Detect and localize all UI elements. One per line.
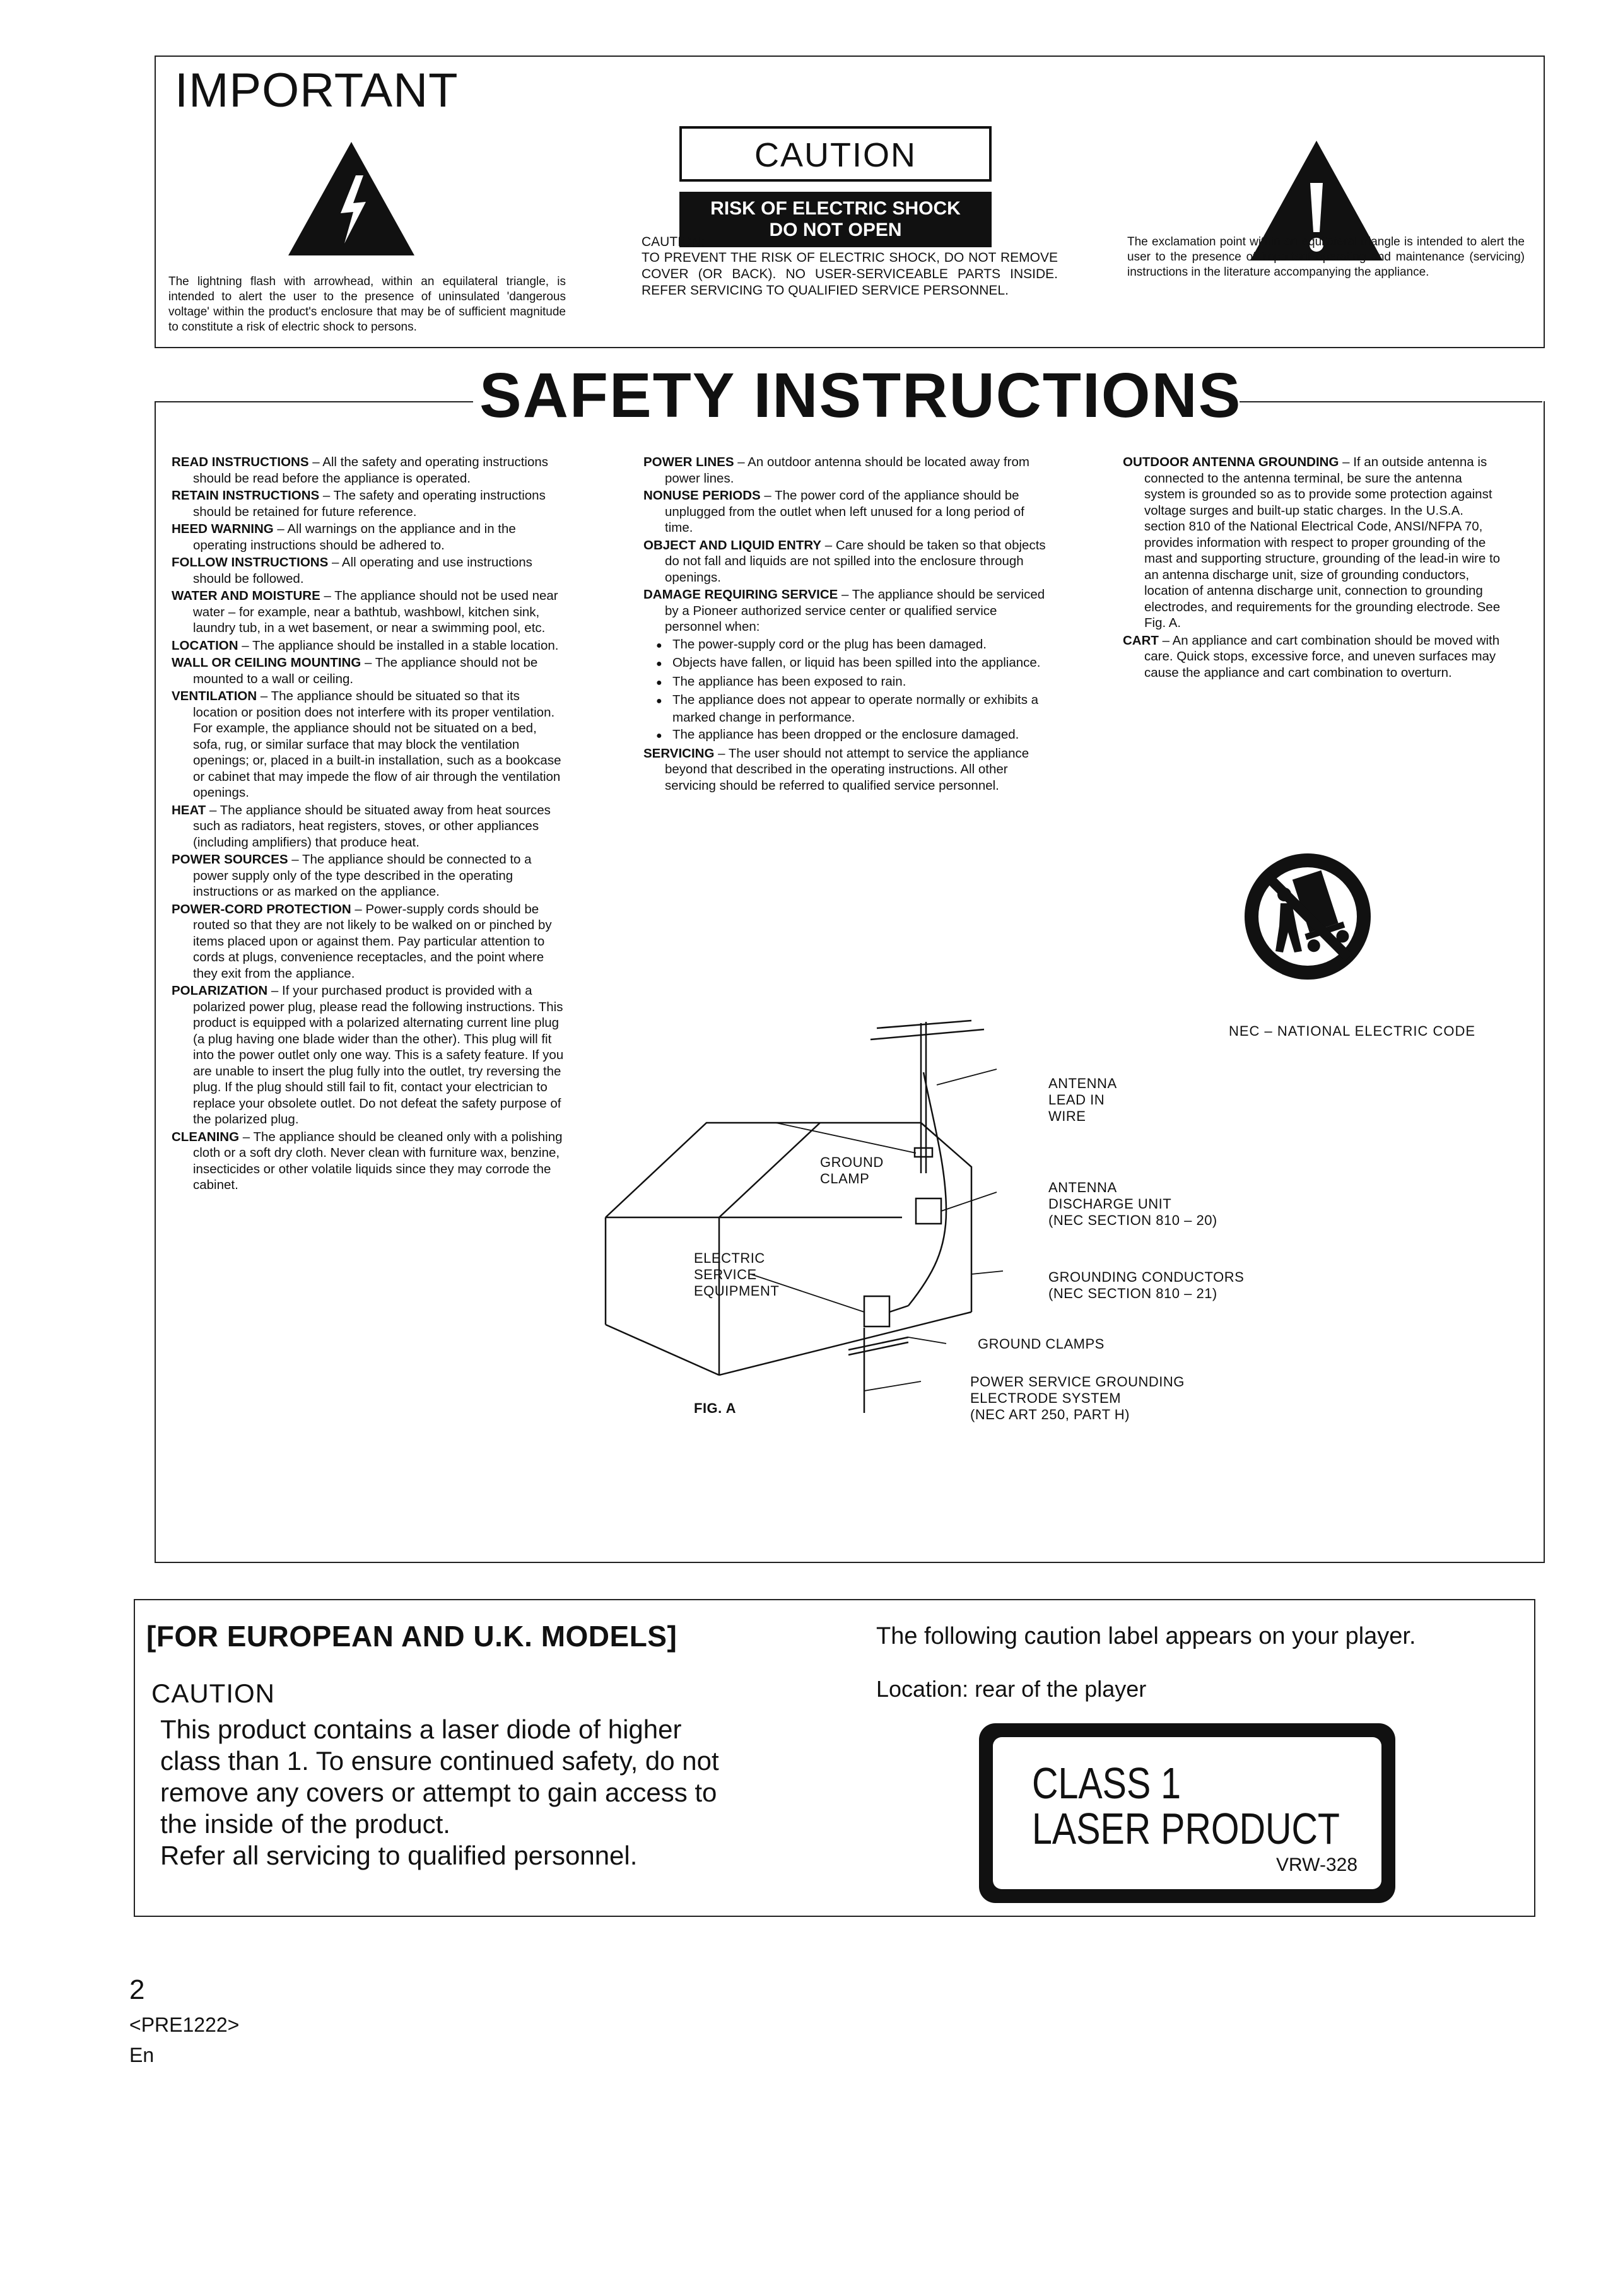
- safety-col1-term: POWER SOURCES: [172, 852, 288, 867]
- label-electric-service: [694, 1250, 779, 1299]
- safety-col3-item: [1123, 633, 1503, 681]
- safety-col1-text: – All warnings on the appliance and in the operating instructions should be adhered to.: [193, 522, 516, 553]
- safety-col3-text: – If an outside antenna is connected to the antenna terminal, be sure the antenna system is grounded so as to provide some protection against voltage surges and built-up static charges. In the U.S.A. section 810 of the National Electrical Code, ANSI/NFPA 70, provides information with respect to proper grounding of the mast and supporting structure, grounding of the lead-in wire to an antenna discharge unit, size of grounding conductors, location of antenna discharge unit, connection to grounding electrodes, and requirements for the grounding electrode. See Fig. A.: [1144, 455, 1501, 630]
- safety-col1-item: [172, 852, 564, 900]
- safety-col2-term: OBJECT AND LIQUID ENTRY: [643, 537, 822, 553]
- safety-col1-item: [172, 983, 564, 1128]
- safety-col1-term: CLEANING: [172, 1129, 240, 1144]
- safety-col1-item: [172, 521, 564, 553]
- safety-col1-term: FOLLOW INSTRUCTIONS: [172, 555, 329, 570]
- safety-col1-term: POWER-CORD PROTECTION: [172, 901, 351, 917]
- safety-col2-text: – The power cord of the appliance should be unplugged from the outlet when left unused for a long period of time.: [665, 488, 1024, 535]
- european-models-heading: [FOR EUROPEAN AND U.K. MODELS]: [146, 1620, 677, 1653]
- discharge-line-1: ANTENNA: [1048, 1180, 1117, 1195]
- safety-col1-item: [172, 554, 564, 587]
- nec-note: NEC – NATIONAL ELECTRIC CODE: [1229, 1023, 1476, 1039]
- antenna-lead-line-1: ANTENNA: [1048, 1075, 1117, 1091]
- damage-bullet-item: ● Objects have fallen, or liquid has been spilled into the appliance.: [643, 655, 1048, 672]
- safety-col1-text: – The appliance should be cleaned only with a polishing cloth or a soft dry cloth. Never clean with furniture wax, benzine, insecticides or other volatile liquids since they may corrode the cabinet.: [193, 1129, 563, 1192]
- safety-title: SAFETY INSTRUCTIONS: [479, 360, 1242, 431]
- safety-col1-item: [172, 655, 564, 687]
- safety-col3-term: OUTDOOR ANTENNA GROUNDING: [1123, 455, 1339, 469]
- safety-col1-term: HEED WARNING: [172, 522, 274, 536]
- label-grounding-conductors: [1048, 1269, 1244, 1302]
- safety-col2-item: [643, 587, 1048, 635]
- safety-col1-text: – The appliance should not be used near water – for example, near a bathtub, washbowl, kitchen sink, laundry tub, in a wet basement, or near a swimming pool, etc.: [193, 589, 558, 635]
- important-title: IMPORTANT: [175, 64, 459, 117]
- caution-label-title: CAUTION: [679, 126, 992, 182]
- safety-col1-item: [172, 901, 564, 982]
- damage-bullet-item: ● The power-supply cord or the plug has been damaged.: [643, 636, 1048, 654]
- antenna-lead-line-3: WIRE: [1048, 1108, 1086, 1124]
- electric-shock-warning-icon: [285, 139, 418, 259]
- safety-col1-term: POLARIZATION: [172, 983, 268, 998]
- safety-col3-term: CART: [1123, 633, 1159, 648]
- safety-col1-text: – The appliance should be installed in a stable location.: [238, 638, 559, 653]
- safety-col3-text: – An appliance and cart combination should be moved with care. Quick stops, excessive force, and uneven surfaces may cause the appliance and cart combination to overturn.: [1144, 633, 1500, 680]
- electric-service-line-2: SERVICE: [694, 1267, 757, 1282]
- power-service-line-2: ELECTRODE SYSTEM: [970, 1390, 1122, 1406]
- safety-col1-text: – The appliance should not be mounted to a wall or ceiling.: [193, 655, 538, 686]
- label-power-service: [970, 1374, 1185, 1423]
- exclamation-symbol-explanation: The exclamation point within an equilateral triangle is intended to alert the user to the presence of important operating and maintenance (servicing) instructions in the literature accompanying the appliance.: [1127, 235, 1525, 279]
- lightning-symbol-explanation: The lightning flash with arrowhead, within an equilateral triangle, is intended to alert the user to the presence of uninsulated 'dangerous voltage' within the product's enclosure that may be of sufficient magnitude to constitute a risk of electric shock to persons.: [168, 275, 566, 334]
- safety-col1-item: [172, 802, 564, 851]
- safety-col1-term: VENTILATION: [172, 689, 257, 703]
- safety-column-1: [172, 454, 564, 1195]
- important-box: [155, 56, 1545, 348]
- class1-line-2: LASER PRODUCT: [1032, 1804, 1340, 1853]
- grounding-conductors-line-1: GROUNDING CONDUCTORS: [1048, 1269, 1245, 1285]
- laser-caution-line-3: remove any covers or attempt to gain access to: [160, 1778, 717, 1807]
- class1-laser-label: [979, 1723, 1395, 1903]
- laser-caution-line-1: This product contains a laser diode of higher: [160, 1714, 682, 1744]
- safety-col2-item: [643, 454, 1048, 486]
- grounding-conductors-line-2: (NEC SECTION 810 – 21): [1048, 1286, 1217, 1301]
- safety-col2-item: [643, 746, 1048, 794]
- safety-col2-term: POWER LINES: [643, 455, 734, 469]
- european-models-box: [134, 1599, 1535, 1917]
- safety-col1-text: – The safety and operating instructions should be retained for future reference.: [193, 488, 546, 519]
- label-ground-clamps: GROUND CLAMPS: [978, 1336, 1105, 1352]
- safety-col2-item: [643, 488, 1048, 536]
- safety-col1-item: [172, 488, 564, 520]
- safety-col2-term: DAMAGE REQUIRING SERVICE: [643, 587, 838, 602]
- safety-col1-text: – Power-supply cords should be routed so that they are not likely to be walked on or pinched by items placed upon or against them. Pay particular attention to cords at plugs, convenience receptacles, and the point where they exit from the appliance.: [193, 901, 552, 981]
- safety-col2-text: – The appliance should be serviced by a Pioneer authorized service center or qualified service personnel when:: [665, 587, 1045, 634]
- european-caution-text: [160, 1714, 719, 1871]
- center-caution-text: TO PREVENT THE RISK OF ELECTRIC SHOCK, DO NOT REMOVE COVER (OR BACK). NO USER-SERVICEABLE PARTS INSIDE. REFER SERVICING TO QUALIFIED SERVICE PERSONNEL.: [642, 250, 1058, 298]
- laser-caution-line-4: the inside of the product.: [160, 1809, 450, 1839]
- label-appears-note: The following caution label appears on your player.: [876, 1623, 1416, 1649]
- safety-col1-term: WATER AND MOISTURE: [172, 589, 320, 603]
- safety-col1-item: [172, 588, 564, 636]
- safety-col2-text: – The user should not attempt to service the appliance beyond that described in the operating instructions. All other servicing should be referred to qualified service personnel.: [665, 746, 1029, 793]
- label-discharge-unit: [1048, 1180, 1217, 1229]
- safety-col1-item: [172, 688, 564, 801]
- risk-line-2: DO NOT OPEN: [769, 220, 902, 240]
- antenna-lead-line-2: LEAD IN: [1048, 1092, 1105, 1108]
- safety-col1-term: RETAIN INSTRUCTIONS: [172, 488, 320, 503]
- page-number: 2: [129, 1974, 145, 2005]
- safety-col2-term: NONUSE PERIODS: [643, 488, 761, 503]
- safety-column-2: [643, 454, 1048, 795]
- safety-col2-text: – Care should be taken so that objects do not fall and liquids are not spilled into the enclosure through openings.: [665, 537, 1046, 585]
- label-location-note: Location: rear of the player: [876, 1676, 1147, 1702]
- safety-col1-text: – If your purchased product is provided with a polarized power plug, please read the following instructions. This product is equipped with a polarized alternating current line plug (a plug having one blade wider than the other). This plug will fit into the power outlet only one way. This is a safety feature. If you are unable to insert the plug fully into the outlet, try reversing the plug. If the plug should still fail to fit, contact your electrician to replace your obsolete outlet. Do not defeat the safety purpose of the polarized plug.: [193, 983, 564, 1127]
- power-service-line-1: POWER SERVICE GROUNDING: [970, 1374, 1185, 1390]
- class1-label-code: VRW-328: [1276, 1854, 1357, 1875]
- antenna-grounding-diagram: [593, 1009, 1072, 1413]
- figure-a-label: FIG. A: [694, 1400, 736, 1416]
- european-caution-heading: CAUTION: [151, 1678, 275, 1708]
- center-caution-heading: CAUTION:: [642, 235, 705, 249]
- safety-column-3: [1123, 454, 1503, 682]
- label-ground-clamp: [820, 1154, 884, 1187]
- risk-line-1: RISK OF ELECTRIC SHOCK: [710, 198, 961, 219]
- safety-col3-item: [1123, 454, 1503, 631]
- electric-service-line-3: EQUIPMENT: [694, 1283, 780, 1299]
- laser-caution-line-2: class than 1. To ensure continued safety, do not: [160, 1746, 719, 1776]
- discharge-line-2: DISCHARGE UNIT: [1048, 1196, 1172, 1212]
- safety-col1-item: [172, 454, 564, 486]
- electric-service-line-1: ELECTRIC: [694, 1250, 765, 1266]
- language-code: En: [129, 2044, 155, 2066]
- safety-col1-text: – All operating and use instructions should be followed.: [193, 555, 532, 586]
- discharge-line-3: (NEC SECTION 810 – 20): [1048, 1212, 1217, 1228]
- damage-bullet-item: ● The appliance has been dropped or the enclosure damaged.: [643, 727, 1048, 744]
- power-service-line-3: (NEC ART 250, PART H): [970, 1407, 1130, 1422]
- label-antenna-lead-in: [1048, 1075, 1117, 1125]
- class1-label-inner: [993, 1737, 1381, 1889]
- document-code: <PRE1222>: [129, 2013, 240, 2036]
- risk-of-shock-band: [679, 192, 992, 247]
- safety-col1-item: [172, 638, 564, 654]
- damage-bullet-item: ● The appliance does not appear to operate normally or exhibits a marked change in performance.: [643, 692, 1048, 725]
- safety-col1-text: – All the safety and operating instructions should be read before the appliance is operated.: [193, 455, 549, 486]
- damage-bullet-item: ● The appliance has been exposed to rain.: [643, 674, 1048, 691]
- safety-col1-term: READ INSTRUCTIONS: [172, 455, 309, 469]
- caution-label: [679, 126, 992, 268]
- safety-col2-item: [643, 537, 1048, 586]
- safety-col1-text: – The appliance should be situated so that its location or position does not interfere with its proper ventilation. For example, the appliance should not be situated on a bed, sofa, rug, or similar surface that may block the ventilation openings; or, placed in a built-in installation, such as a bookcase or cabinet that may impede the flow of air through the ventilation openings.: [193, 689, 561, 800]
- safety-col1-term: LOCATION: [172, 638, 238, 653]
- safety-col2-term: SERVICING: [643, 746, 715, 761]
- safety-col1-item: [172, 1129, 564, 1193]
- safety-col1-text: – The appliance should be connected to a power supply only of the type described in the operating instructions or as marked on the appliance.: [193, 852, 532, 899]
- class1-line-1: CLASS 1: [1032, 1759, 1181, 1808]
- safety-col2-text: – An outdoor antenna should be located away from power lines.: [665, 455, 1029, 486]
- ground-clamp-line-1: GROUND: [820, 1154, 884, 1170]
- safety-col1-text: – The appliance should be situated away from heat sources such as radiators, heat registers, stoves, or other appliances (including amplifiers) that produce heat.: [193, 802, 551, 850]
- safety-col1-term: HEAT: [172, 802, 206, 817]
- ground-clamp-line-2: CLAMP: [820, 1171, 870, 1186]
- laser-caution-line-5: Refer all servicing to qualified personnel.: [160, 1841, 638, 1870]
- cart-tip-over-warning-icon: [1241, 850, 1374, 983]
- safety-col1-term: WALL OR CEILING MOUNTING: [172, 655, 361, 670]
